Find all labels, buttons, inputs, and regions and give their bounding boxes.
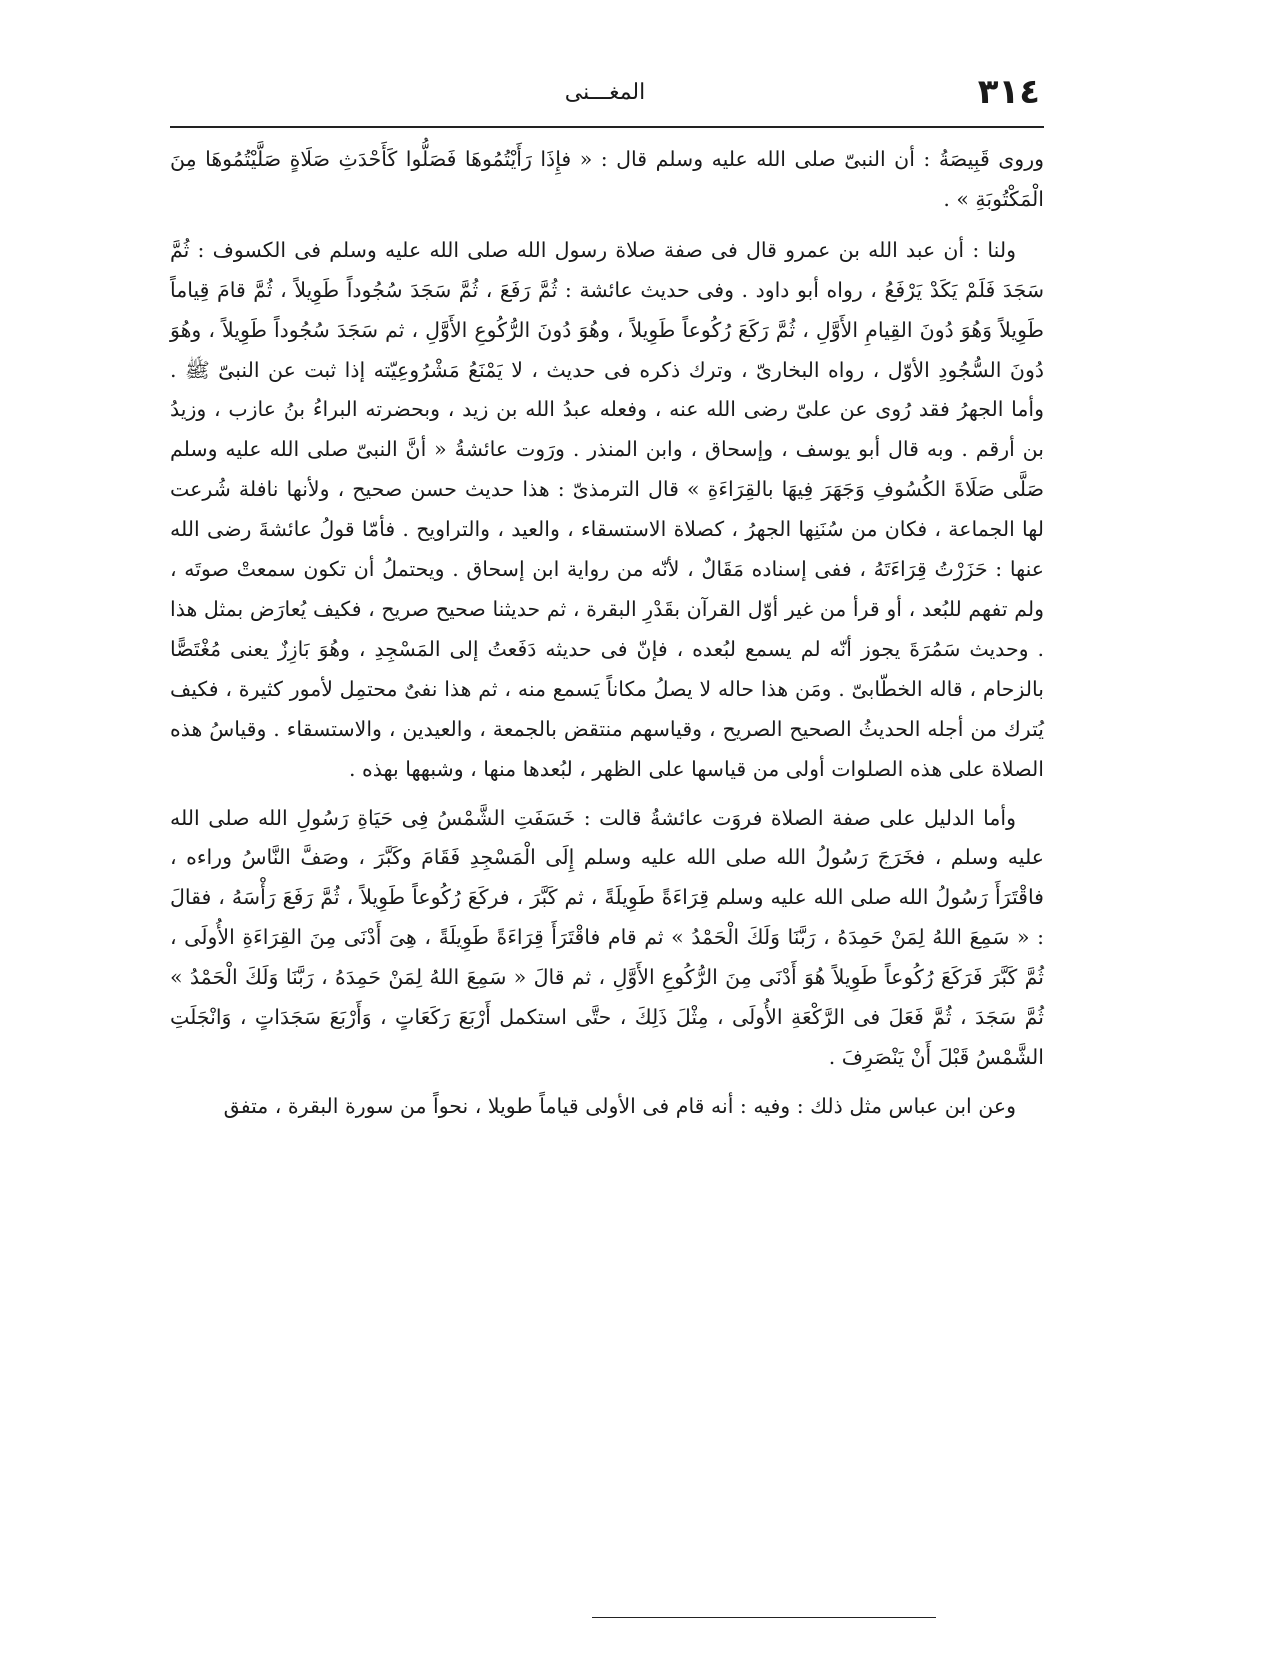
paragraph: وروى قَبِيصَةُ : أن النبىّ صلى الله عليه وسلم قال : « فإِذَا رَأَيْتُمُوهَا فَصَلُّوا كَأَحْدَثِ صَلَاةٍ صَلَّيْتُمُوهَا مِنَ الْمَكْتُوبَةِ » . <box>170 147 1044 211</box>
paragraph: ولنا : أن عبد الله بن عمرو قال فى صفة صلاة رسول الله صلى الله عليه وسلم فى الكسوف : ثُمَّ سَجَدَ فَلَمْ يَكَدْ يَرْفَعُ ، رواه أبو داود . وفى حديث عائشة : ثُمَّ رَفَعَ ، ثُمَّ سَجَدَ سُجُوداً طَوِيلاً ، ثُمَّ قامَ قِياماً طَوِيلاً وَهُوَ دُونَ القِيامِ الأَوَّلِ ، ثُمَّ رَكَعَ رُكُوعاً طَوِيلاً ، وهُوَ دُونَ الرُّكُوعِ الأَوَّلِ ، ثم سَجَدَ سُجُوداً طَوِيلاً ، وهُوَ دُونَ السُّجُودِ الأوّل ، رواه البخارىّ ، وترك ذكره فى حديث ، لا يَمْنَعُ مَشْرُوعِيّته إذا ثبت عن النبىّ ﷺ . وأما الجهرُ فقد رُوى عن علىّ رضى الله عنه ، وفعله عبدُ الله بن زيد ، وبحضرته البراءُ بنُ عازب ، وزيدُ بن أرقم . وبه قال أبو يوسف ، وإسحاق ، وابن المنذر . ورَوت عائشةُ « أنَّ النبىّ صلى الله عليه وسلم صَلَّى صَلَاةَ الكُسُوفِ وَجَهَرَ فِيهَا بالقِرَاءَةِ » قال الترمذىّ : هذا حديث حسن صحيح ، ولأنها نافلة شُرعت لها الجماعة ، فكان من سُنَنِها الجهرُ ، كصلاة الاستسقاء ، والعيد ، والتراويح . فأمّا قولُ عائشةَ رضى الله عنها : حَزَرْتُ قِرَاءَتَهُ ، ففى إسناده مَقَالٌ ، لأنّه من رواية ابن إسحاق . ويحتملُ أن تكون سمعتْ صوتَه ، ولم تفهم للبُعد ، أو قرأ من غير أوّل القرآن بقَدْرِ البقرة ، ثم حديثنا صحيح صريح ، فكيف يُعارَض بمثل هذا . وحديث سَمُرَةَ يجوز أنّه لم يسمع لبُعده ، فإنّ فى حديثه دَفَعتُ إلى المَسْجِدِ ، وهُوَ بَازِزٌ يعنى مُغْتَصًّا بالزحام ، قاله الخطّابىّ . ومَن هذا حاله لا يصلُ مكاناً يَسمع منه ، ثم هذا نفىٌ محتمِل لأمور كثيرة ، فكيف يُترك من أجله الحديثُ الصحيح الصريح ، وقياسهم منتقض بالجمعة ، والعيدين ، والاستسقاء . وقياسُ هذه الصلاة على هذه الصلوات أولى من قياسها على الظهر ، لبُعدها منها ، وشبهها بهذه . <box>170 237 1044 781</box>
paragraph: وعن ابن عباس مثل ذلك : وفيه : أنه قام فى الأولى قياماً طويلا ، نحواً من سورة البقرة ، متفق <box>223 1093 1016 1118</box>
footnote-divider <box>592 1617 936 1618</box>
page-header <box>170 72 1040 118</box>
header-divider <box>170 126 1044 128</box>
running-title: المغـــنى <box>564 80 646 105</box>
main-text <box>170 140 1044 1127</box>
page-number: ٣١٤ <box>977 72 1040 112</box>
paragraph: وأما الدليل على صفة الصلاة فروَت عائشةُ قالت : خَسَفَتِ الشَّمْسُ فِى حَيَاةِ رَسُولِ الله صلى الله عليه وسلم ، فخَرَجَ رَسُولُ الله صلى الله عليه وسلم إِلَى الْمَسْجِدِ فَقَامَ وكَبَّرَ ، وصَفَّ النَّاسُ وراءه ، فاقْتَرَأَ رَسُولُ الله صلى الله عليه وسلم قِرَاءَةً طَوِيلَةً ، ثم كَبَّرَ ، فركَعَ رُكُوعاً طَوِيلاً ، ثُمَّ رَفَعَ رَأْسَهُ ، فقالَ : « سَمِعَ اللهُ لِمَنْ حَمِدَهُ ، رَبَّنَا وَلَكَ الْحَمْدُ » ثم قام فاقْتَرَأَ قِرَاءَةً طَوِيلَةً ، هِىَ أَدْنَى مِنَ القِرَاءَةِ الأُولَى ، ثُمَّ كَبَّرَ فَرَكَعَ رُكُوعاً طَوِيلاً هُوَ أَدْنَى مِنَ الرُّكُوعِ الأَوَّلِ ، ثم قالَ « سَمِعَ اللهُ لِمَنْ حَمِدَهُ ، رَبَّنَا وَلَكَ الْحَمْدُ » ثُمَّ سَجَدَ ، ثُمَّ فَعَلَ فى الرَّكْعَةِ الأُولَى ، مِثْلَ ذَلِكَ ، حتَّى استكمل أَرْبَعَ رَكَعَاتٍ ، وَأَرْبَعَ سَجَدَاتٍ ، وَانْجَلَتِ الشَّمْسُ قَبْلَ أَنْ يَنْصَرِفَ . <box>170 805 1044 1069</box>
